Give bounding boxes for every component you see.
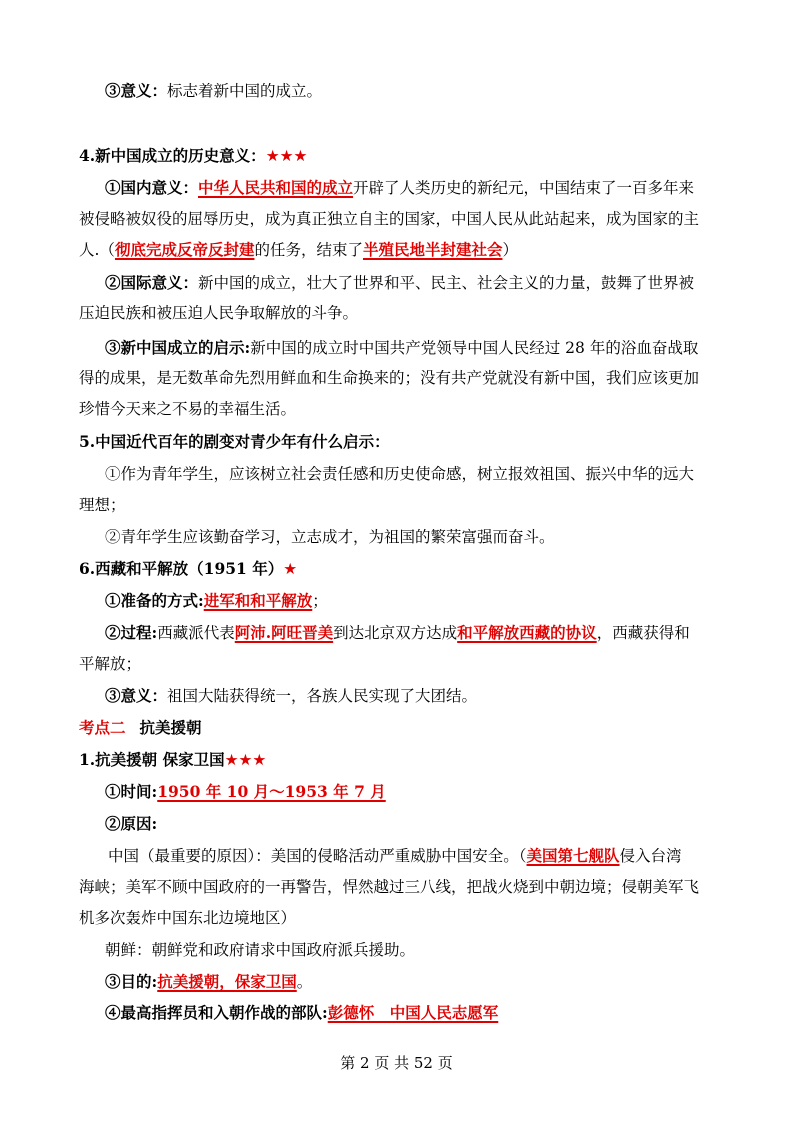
text: 开辟了人类历史的新纪元，中国结束了一百多年来 bbox=[353, 179, 695, 197]
paragraph-cause-china-cont: 海峡；美军不顾中国政府的一再警告，悍然越过三八线，把战火烧到中朝边境；侵朝美军飞 bbox=[79, 878, 700, 896]
label: ③目的: bbox=[105, 972, 158, 991]
text: 新中国的成立时中国共产党领导中国人民经过 28 年的浴血奋战取 bbox=[250, 339, 699, 357]
paragraph-time bbox=[105, 777, 386, 807]
paragraph-youth-2: ②青年学生应该勤奋学习，立志成才，为祖国的繁荣富强而奋斗。 bbox=[105, 528, 555, 546]
text: ，西藏获得和 bbox=[596, 624, 690, 642]
label: ②原因: bbox=[105, 814, 158, 833]
highlight: 半殖民地半封建社会 bbox=[362, 240, 503, 259]
label: ②国际意义： bbox=[105, 273, 199, 292]
paragraph-international bbox=[105, 268, 694, 298]
highlight: 彭德怀 中国人民志愿军 bbox=[327, 1003, 499, 1022]
text: 祖国大陆获得统一，各族人民实现了大团结。 bbox=[167, 687, 478, 705]
highlight: 抗美援朝，保家卫国 bbox=[157, 972, 297, 991]
paragraph-revelation bbox=[105, 333, 698, 363]
highlight: 彻底完成反帝反封建 bbox=[114, 240, 255, 259]
paragraph-youth-1-cont: 理想； bbox=[79, 496, 126, 514]
highlight: 1950 年 10 月～1953 年 7 月 bbox=[157, 782, 386, 801]
paragraph-cause-korea: 朝鲜：朝鲜党和政府请求中国政府派兵援助。 bbox=[105, 941, 416, 959]
highlight: 进军和和平解放 bbox=[203, 591, 313, 610]
star-rating-icon: ★★★ bbox=[224, 751, 267, 769]
text: 西藏派代表 bbox=[157, 624, 235, 642]
paragraph-commander bbox=[105, 998, 498, 1028]
text: 侵入台湾 bbox=[619, 847, 682, 865]
exam-point-label: 考点二 bbox=[79, 718, 126, 737]
paragraph-significance bbox=[105, 76, 322, 106]
highlight: 中华人民共和国的成立 bbox=[198, 178, 354, 197]
heading-section-4 bbox=[79, 141, 307, 171]
heading-text: 5.中国近代百年的剧变对青少年有什么启示： bbox=[79, 432, 390, 451]
page-footer: 第 2 页 共 52 页 bbox=[340, 1054, 453, 1072]
paragraph-purpose bbox=[105, 967, 312, 997]
label: ①准备的方式: bbox=[105, 591, 204, 610]
text: 人.（ bbox=[79, 241, 115, 259]
label: ①国内意义： bbox=[105, 178, 199, 197]
paragraph-revelation-cont: 得的成果，是无数革命先烈用鲜血和生命换来的；没有共产党就没有新中国，我们应该更加 bbox=[79, 369, 700, 387]
text: 标志着新中国的成立。 bbox=[167, 82, 323, 100]
highlight: 和平解放西藏的协议 bbox=[457, 623, 597, 642]
paragraph-process-cont: 平解放； bbox=[79, 655, 142, 673]
heading-text: 6.西藏和平解放（1951 年） bbox=[79, 559, 284, 578]
label: ③意义： bbox=[105, 686, 168, 705]
label: ③意义： bbox=[105, 81, 168, 100]
heading-korea-1 bbox=[79, 745, 266, 775]
text: 的任务，结束了 bbox=[254, 241, 363, 259]
exam-point-heading bbox=[79, 713, 202, 743]
paragraph-cause-label bbox=[105, 809, 157, 839]
text: 新中国的成立，壮大了世界和平、民主、社会主义的力量，鼓舞了世界被 bbox=[198, 274, 695, 292]
star-rating-icon: ★★★ bbox=[265, 147, 308, 165]
text: 中国（最重要的原因）：美国的侵略活动严重威胁中国安全。（ bbox=[108, 847, 527, 865]
label: ④最高指挥员和入朝作战的部队: bbox=[105, 1003, 328, 1022]
heading-section-6 bbox=[79, 554, 297, 584]
heading-text: 1.抗美援朝 保家卫国 bbox=[79, 750, 225, 769]
paragraph-tibet-significance bbox=[105, 681, 477, 711]
paragraph-youth-1: ①作为青年学生，应该树立社会责任感和历史使命感，树立报效祖国、振兴中华的远大 bbox=[105, 465, 695, 483]
paragraph-cause-china bbox=[108, 841, 682, 871]
text: ； bbox=[312, 592, 328, 610]
label: ②过程: bbox=[105, 623, 158, 642]
heading-text: 4.新中国成立的历史意义： bbox=[79, 146, 266, 165]
exam-point-title: 抗美援朝 bbox=[139, 718, 202, 737]
paragraph-cause-china-cont: 机多次轰炸中国东北边境地区） bbox=[79, 909, 297, 927]
label: ③新中国成立的启示: bbox=[105, 338, 251, 357]
text: 。 bbox=[296, 973, 313, 991]
paragraph-domestic-cont: 被侵略被奴役的屈辱历史，成为真正独立自主的国家，中国人民从此站起来，成为国家的主 bbox=[79, 210, 700, 228]
highlight: 美国第七舰队 bbox=[526, 846, 620, 865]
text: 到达北京双方达成 bbox=[333, 624, 458, 642]
star-rating-icon: ★ bbox=[283, 560, 298, 578]
paragraph-preparation bbox=[105, 586, 328, 616]
paragraph-domestic bbox=[105, 173, 694, 203]
paragraph-international-cont: 压迫民族和被压迫人民争取解放的斗争。 bbox=[79, 304, 359, 322]
paragraph-process bbox=[105, 618, 690, 648]
paragraph-revelation-cont: 珍惜今天来之不易的幸福生活。 bbox=[79, 400, 297, 418]
text: ） bbox=[502, 241, 518, 259]
heading-section-5 bbox=[79, 427, 390, 457]
label: ①时间: bbox=[105, 782, 158, 801]
highlight: 阿沛.阿旺晋美 bbox=[234, 623, 334, 642]
paragraph-domestic-cont bbox=[79, 235, 518, 265]
